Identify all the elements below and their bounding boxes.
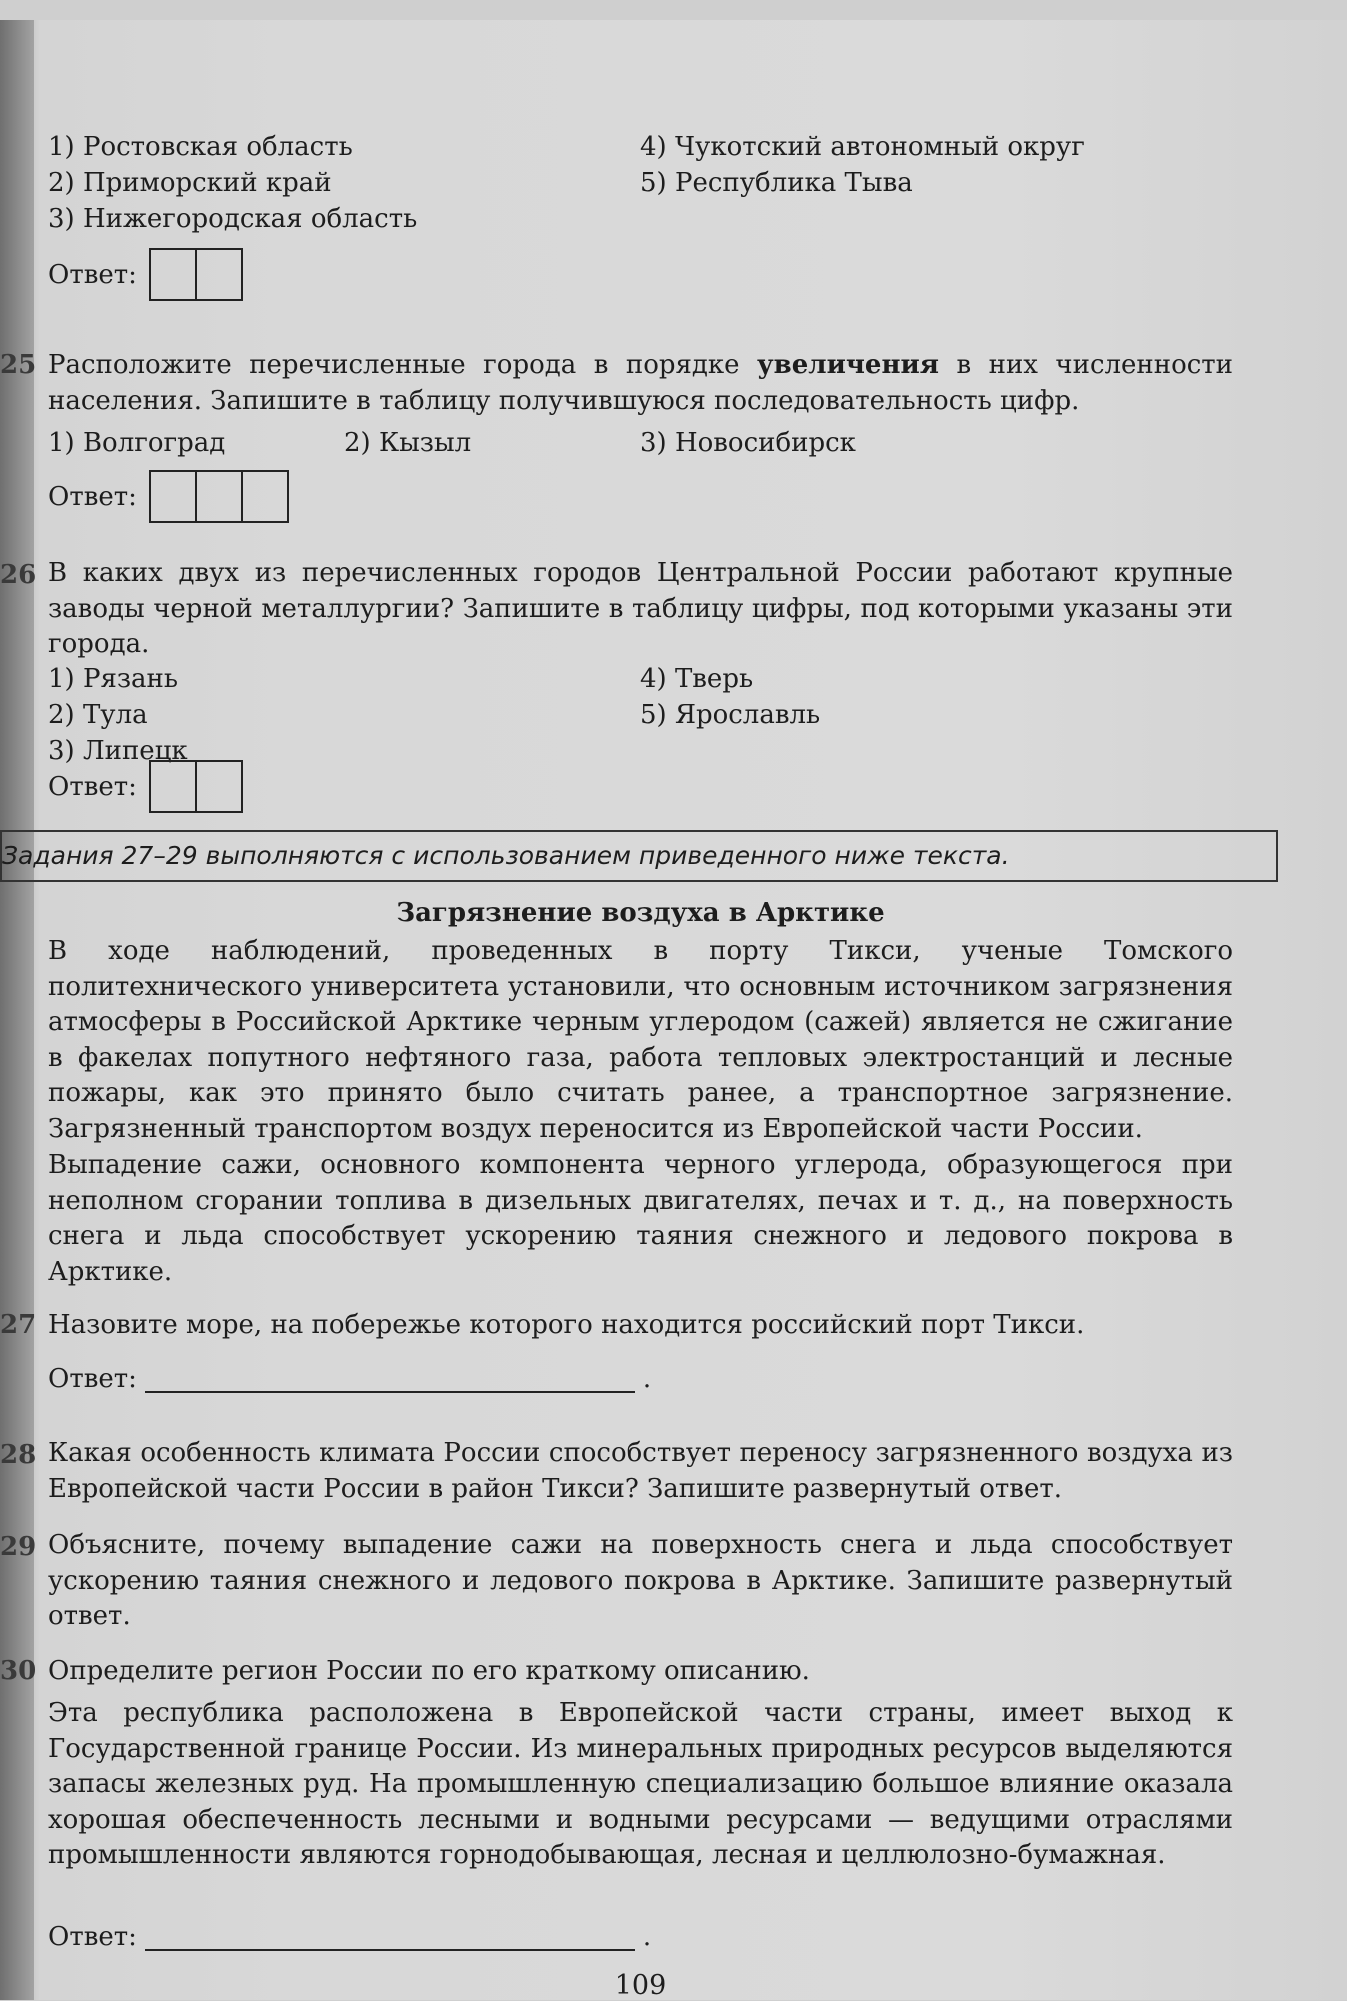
passage-title: Загрязнение воздуха в Арктике [396,898,885,928]
passage-paragraph: В ходе наблюдений, проведенных в порту Тикси, ученые Томского политехнического университета установили, что основным источником загрязнения атмосферы в Российской Арктике черным углеродом (сажей) является не сжигание в факелах попутного нефтяного газа, работа тепловых электростанций и лесные пожары, как это принято было считать ранее, а транспортное загрязнение. Загрязненный транспортом воздух переносится из Европейской части России. [48,936,1233,1144]
answer-cell[interactable] [195,760,243,813]
q26-text: В каких двух из перечисленных городов Центральной России работают крупные заводы черной металлургии? Запишите в таблицу цифры, под которыми указаны эти города. [48,558,1233,659]
answer-label: Ответ: [48,481,137,512]
question-number: 27 [0,1310,37,1340]
question-number: 25 [0,350,37,380]
q25-option: 1) Волгоград [48,428,226,458]
q26-answer [48,760,243,813]
q24-option: 5) Республика Тыва [640,168,913,198]
answer-cell[interactable] [241,470,289,523]
q26-option: 3) Липецк [48,736,188,766]
answer-cell[interactable] [149,760,197,813]
q30-description: Эта республика расположена в Европейской части страны, имеет выход к Государственной границе России. Из минеральных природных ресурсов выделяются запасы железных руд. На промышленную специализацию большое влияние оказала хорошая обеспеченность лесными и водными ресурсами — ведущими отраслями промышленности являются горнодобывающая, лесная и целлюлозно-бумажная. [48,1698,1233,1870]
answer-cell[interactable] [195,248,243,301]
question-number: 29 [0,1532,37,1562]
q30-answer [48,1922,651,1952]
q26-option: 1) Рязань [48,664,179,694]
q24-option: 1) Ростовская область [48,132,353,162]
q28-text: Какая особенность климата России способствует переносу загрязненного воздуха из Европейской части России в район Тикси? Запишите развернутый ответ. [48,1438,1233,1504]
answer-label: Ответ: [48,771,137,802]
q25-option: 2) Кызыл [344,428,472,458]
answer-boxes [149,760,243,813]
page-number: 109 [614,1970,667,2001]
answer-boxes [149,470,289,523]
answer-period: . [642,1922,652,1952]
book-page [0,20,1347,2000]
q30-text: Определите регион России по его краткому описанию. [48,1656,810,1686]
q24-option: 4) Чукотский автономный округ [640,132,1085,162]
question-number: 30 [0,1656,37,1686]
tasks-instruction-banner: Задания 27–29 выполняются с использованием приведенного ниже текста. [0,830,1278,882]
q25-text [48,348,1233,419]
q25-answer [48,470,289,523]
q24-option: 2) Приморский край [48,168,332,198]
answer-cell[interactable] [149,248,197,301]
q25-text-b: в них численности населения. Запишите в таблицу получившуюся последовательность цифр. [48,350,1233,416]
answer-line[interactable] [145,1365,635,1393]
answer-label: Ответ: [48,259,137,290]
question-number: 26 [0,560,37,590]
q25-text-a: Расположите перечисленные города в порядке [48,350,758,380]
q27-answer [48,1364,651,1394]
page-spine-shadow [0,20,37,2000]
answer-label: Ответ: [48,1922,137,1952]
q24-answer [48,248,243,301]
q26-option: 4) Тверь [640,664,754,694]
q25-text-bold: увеличения [757,350,939,380]
answer-label: Ответ: [48,1364,137,1394]
answer-cell[interactable] [149,470,197,523]
answer-cell[interactable] [195,470,243,523]
q26-option: 5) Ярославль [640,700,821,730]
passage-paragraph: Выпадение сажи, основного компонента черного углерода, образующегося при неполном сгорании топлива в дизельных двигателях, печах и т. д., на поверхность снега и льда способствует ускорению таяния снежного и ледового покрова в Арктике. [48,1150,1233,1287]
q24-option: 3) Нижегородская область [48,204,418,234]
q25-option: 3) Новосибирск [640,428,856,458]
answer-boxes [149,248,243,301]
answer-line[interactable] [145,1923,635,1951]
q29-text: Объясните, почему выпадение сажи на поверхность снега и льда способствует ускорению таяния снежного и ледового покрова в Арктике. Запишите развернутый ответ. [48,1530,1233,1631]
q27-text: Назовите море, на побережье которого находится российский порт Тикси. [48,1310,1085,1340]
question-number: 28 [0,1440,37,1470]
q26-option: 2) Тула [48,700,148,730]
answer-period: . [642,1364,652,1394]
